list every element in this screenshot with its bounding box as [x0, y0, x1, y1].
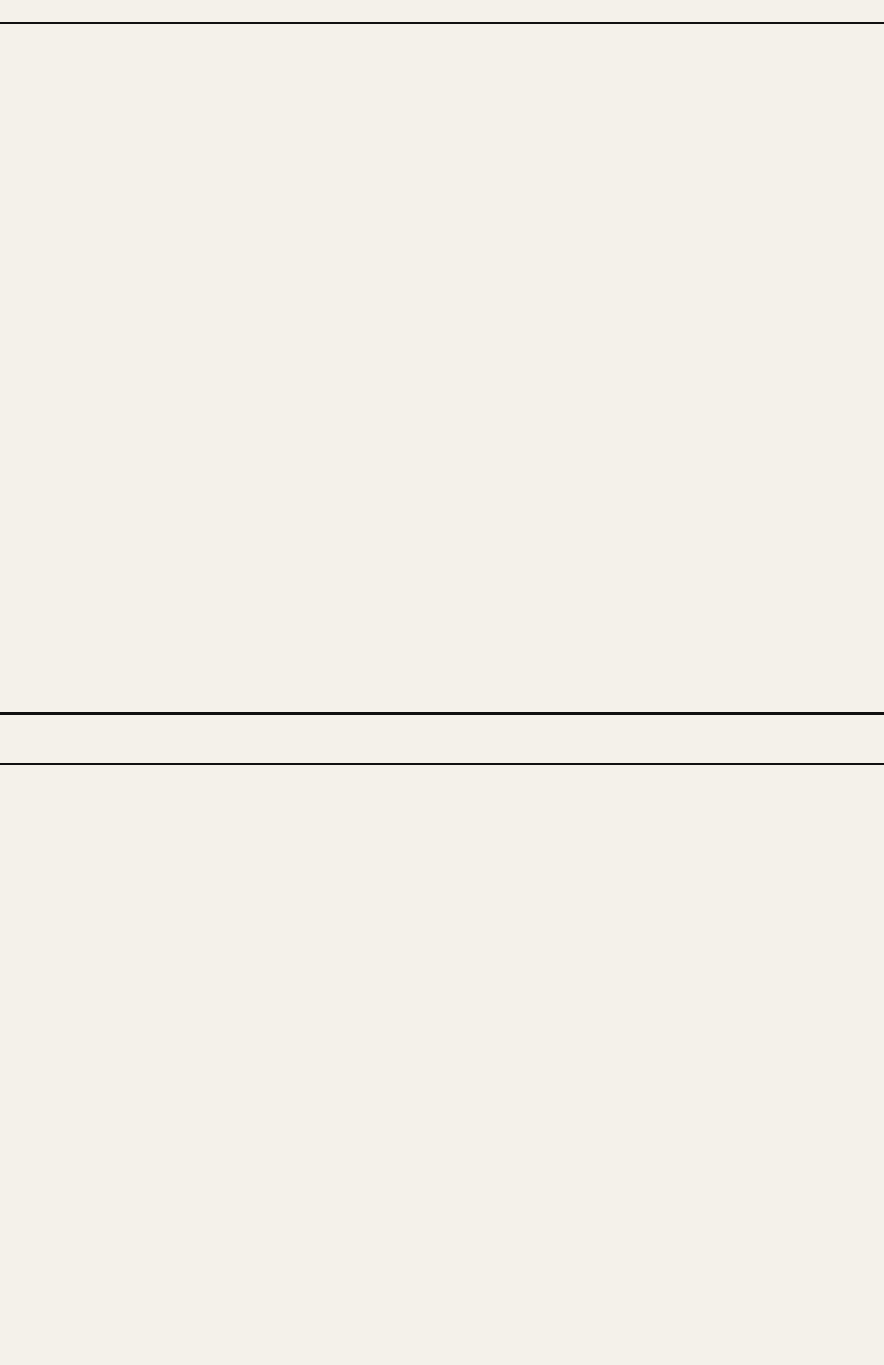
home-service-guide-banner: [0, 712, 884, 765]
page-header: [0, 0, 884, 24]
publication-date: [300, 5, 303, 17]
